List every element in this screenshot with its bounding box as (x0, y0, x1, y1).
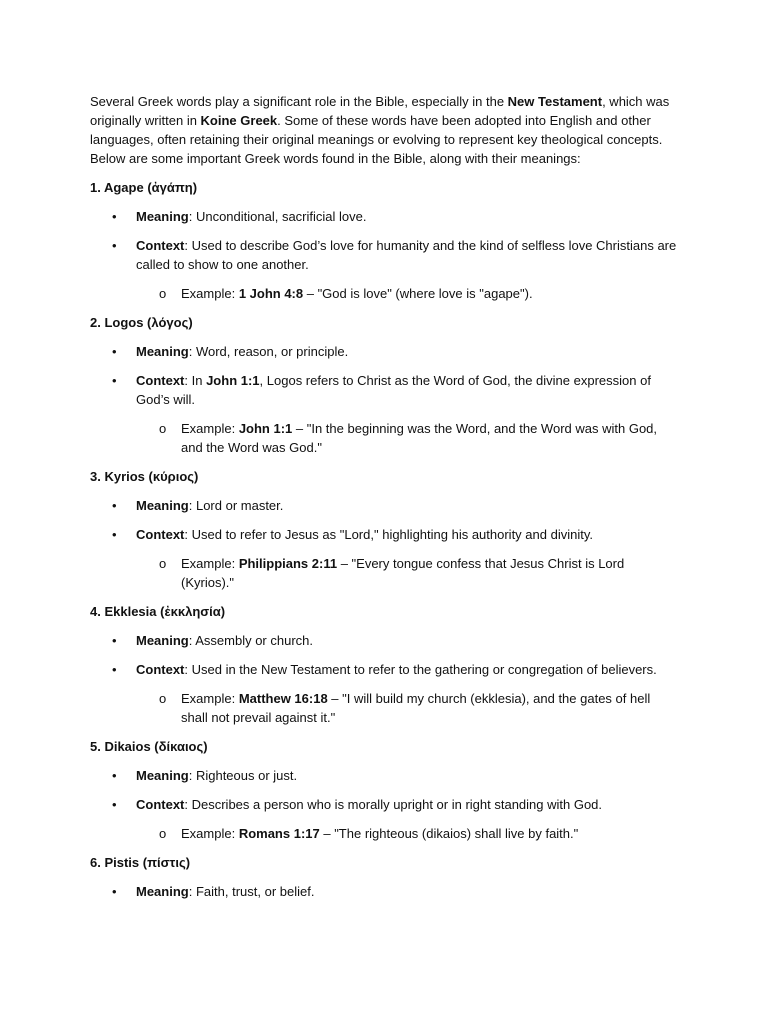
meaning-item (90, 207, 680, 226)
context-text: : Used in the New Testament to refer to the gathering or congregation of believers. (184, 662, 657, 677)
example-text: – "God is love" (where love is "agape"). (303, 286, 533, 301)
example-label: Example: (181, 691, 239, 706)
bullet-marker: • (112, 373, 117, 388)
example-item (90, 419, 680, 457)
context-text: : Used to describe God’s love for humanity and the kind of selfless love Christians are called to show to one another. (136, 238, 677, 272)
example-reference: Philippians 2:11 (238, 556, 338, 571)
intro-bold-new-testament: New Testament (507, 94, 603, 109)
sub-bullet-marker: o (159, 691, 167, 706)
example-text: – "I will build my church (ekklesia), and the gates of hell shall not prevail against it." (181, 691, 651, 725)
example-reference: John 1:1 (238, 421, 293, 436)
example-text: – "Every tongue confess that Jesus Christ is Lord (Kyrios)." (181, 556, 625, 590)
meaning-label: Meaning (136, 344, 189, 359)
intro-text: Several Greek words play a significant role in the Bible, especially in the (90, 94, 508, 109)
sub-bullet-marker: o (159, 556, 167, 571)
context-label: Context (136, 238, 185, 253)
meaning-item (90, 496, 680, 515)
meaning-item (90, 342, 680, 361)
meaning-text: : Assembly or church. (188, 633, 314, 648)
example-item (90, 689, 680, 727)
meaning-label: Meaning (136, 209, 189, 224)
example-text: – "In the beginning was the Word, and the Word was with God, and the Word was God." (181, 421, 658, 455)
example-item (90, 554, 680, 592)
example-label: Example: (181, 286, 239, 301)
meaning-label: Meaning (136, 884, 189, 899)
meaning-item (90, 766, 680, 785)
context-item (90, 795, 680, 814)
bullet-marker: • (112, 238, 117, 253)
meaning-item (90, 631, 680, 650)
context-label: Context (136, 373, 185, 388)
example-item (90, 824, 680, 843)
context-item (90, 525, 680, 544)
bullet-marker: • (112, 884, 117, 899)
intro-paragraph (90, 92, 680, 168)
intro-text: , which was originally written in (90, 94, 670, 128)
meaning-text: : Faith, trust, or belief. (188, 884, 315, 899)
meaning-item (90, 882, 680, 901)
bullet-marker: • (112, 498, 117, 513)
bullet-marker: • (112, 633, 117, 648)
section-heading-kyrios: 3. Kyrios (κύριος) (90, 469, 199, 484)
context-text: : Describes a person who is morally upright or in right standing with God. (184, 797, 603, 812)
bullet-marker: • (112, 797, 117, 812)
meaning-label: Meaning (136, 633, 189, 648)
example-label: Example: (181, 556, 239, 571)
meaning-text: : Lord or master. (188, 498, 284, 513)
section-heading-agape: 1. Agape (ἀγάπη) (90, 180, 198, 195)
bullet-marker: • (112, 209, 117, 224)
context-text: , Logos refers to Christ as the Word of God, the divine expression of God’s will. (136, 373, 651, 407)
context-item (90, 660, 680, 679)
example-text: – "The righteous (dikaios) shall live by faith." (319, 826, 579, 841)
intro-text: . Some of these words have been adopted into English and other languages, often retaining their original meanings or evolving to represent key theological concepts. Below are some important Greek words found in the Bible, along with their meanings: (90, 113, 663, 166)
document-page (90, 92, 680, 911)
context-reference: John 1:1 (206, 373, 260, 388)
example-reference: 1 John 4:8 (238, 286, 304, 301)
meaning-text: : Word, reason, or principle. (188, 344, 349, 359)
context-label: Context (136, 662, 185, 677)
context-item (90, 371, 680, 409)
example-reference: Matthew 16:18 (238, 691, 328, 706)
sub-bullet-marker: o (159, 826, 167, 841)
meaning-label: Meaning (136, 498, 189, 513)
sub-bullet-marker: o (159, 421, 167, 436)
bullet-marker: • (112, 344, 117, 359)
meaning-text: : Unconditional, sacrificial love. (188, 209, 367, 224)
meaning-text: : Righteous or just. (188, 768, 298, 783)
intro-bold-koine-greek: Koine Greek (200, 113, 278, 128)
bullet-marker: • (112, 768, 117, 783)
context-label: Context (136, 527, 185, 542)
context-item (90, 236, 680, 274)
section-heading-dikaios: 5. Dikaios (δίκαιος) (90, 739, 208, 754)
example-label: Example: (181, 826, 239, 841)
section-heading-logos: 2. Logos (λόγος) (90, 315, 193, 330)
context-text: : In (184, 373, 207, 388)
sub-bullet-marker: o (159, 286, 167, 301)
context-text: : Used to refer to Jesus as "Lord," highlighting his authority and divinity. (184, 527, 593, 542)
section-heading-pistis: 6. Pistis (πίστις) (90, 855, 191, 870)
example-label: Example: (181, 421, 239, 436)
example-item (90, 284, 680, 303)
bullet-marker: • (112, 527, 117, 542)
example-reference: Romans 1:17 (238, 826, 320, 841)
context-label: Context (136, 797, 185, 812)
section-heading-ekklesia: 4. Ekklesia (ἐκκλησία) (90, 604, 226, 619)
bullet-marker: • (112, 662, 117, 677)
meaning-label: Meaning (136, 768, 189, 783)
